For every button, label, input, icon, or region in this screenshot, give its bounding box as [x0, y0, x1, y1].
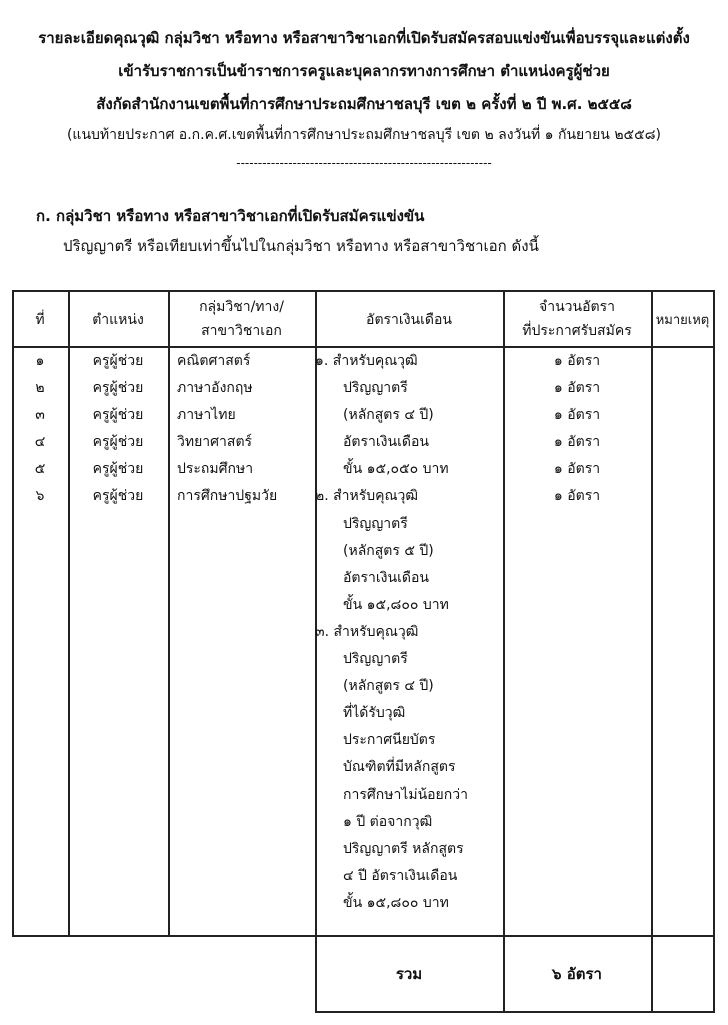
header-salary: อัตราเงินเดือน	[366, 312, 452, 328]
salary-line: ๑ ปี ต่อจากวุฒิ	[343, 813, 433, 830]
salary-line: ปริญญาตรี	[343, 380, 408, 397]
row-qty: ๑ อัตรา	[553, 407, 601, 423]
salary-line: ๒. สำหรับคุณวุฒิ	[315, 488, 419, 505]
salary-line: ๑. สำหรับคุณวุฒิ	[315, 353, 418, 369]
row-subject: การศึกษาปฐมวัย	[177, 488, 278, 504]
salary-line: (หลักสูตร ๔ ปี)	[343, 407, 434, 424]
doc-title-line2: เข้ารับราชการเป็นข้าราชการครูและบุคลากรทางการศึกษา ตำแหน่งครูผู้ช่วย	[118, 62, 610, 80]
row-position: ครูผู้ช่วย	[92, 353, 144, 369]
row-no: ๔	[34, 434, 46, 450]
row-qty: ๑ อัตรา	[553, 380, 601, 396]
salary-line: อัตราเงินเดือน	[343, 434, 429, 451]
salary-line: ประกาศนียบัตร	[343, 732, 436, 749]
row-no: ๕	[34, 461, 46, 477]
salary-line: ขั้น ๑๕,๐๕๐ บาท	[343, 461, 449, 478]
row-subject: ภาษาอังกฤษ	[177, 380, 253, 396]
row-no: ๖	[35, 488, 45, 504]
col-divider	[168, 290, 170, 937]
col-divider	[651, 290, 653, 1013]
salary-line: บัณฑิตที่มีหลักสูตร	[343, 759, 456, 776]
doc-title-line1: รายละเอียดคุณวุฒิ กลุ่มวิชา หรือทาง หรือสาขาวิชาเอกที่เปิดรับสมัครสอบแข่งขันเพื่อบรรจุและแต่งตั้ง	[38, 29, 690, 47]
header-qty-line1: จำนวนอัตรา	[539, 299, 615, 315]
row-position: ครูผู้ช่วย	[92, 380, 144, 396]
header-position: ตำแหน่ง	[92, 312, 144, 328]
salary-line: ๔ ปี อัตราเงินเดือน	[343, 867, 458, 884]
total-value: ๖ อัตรา	[552, 965, 602, 983]
row-qty: ๑ อัตรา	[553, 434, 601, 450]
salary-line: การศึกษาไม่น้อยกว่า	[343, 786, 468, 803]
header-qty-line2: ที่ประกาศรับสมัคร	[522, 323, 632, 339]
salary-details	[315, 348, 468, 917]
header-remark: หมายเหตุ	[655, 313, 710, 328]
salary-line: ขั้น ๑๕,๘๐๐ บาท	[343, 596, 449, 613]
salary-line: อัตราเงินเดือน	[343, 569, 429, 586]
salary-line: ที่ได้รับวุฒิ	[343, 705, 406, 722]
row-no: ๑	[35, 353, 45, 369]
row-subject: ประถมศึกษา	[177, 461, 254, 477]
salary-line: ปริญญาตรี หลักสูตร	[343, 840, 464, 857]
total-label: รวม	[395, 965, 423, 983]
salary-line: ขั้น ๑๕,๘๐๐ บาท	[343, 894, 449, 911]
salary-line: ปริญญาตรี	[343, 651, 408, 668]
row-position: ครูผู้ช่วย	[92, 488, 144, 504]
row-qty: ๑ อัตรา	[553, 353, 601, 369]
header-subject-line2: สาขาวิชาเอก	[201, 323, 282, 339]
header-no: ที่	[35, 312, 45, 328]
salary-line: (หลักสูตร ๕ ปี)	[343, 542, 434, 559]
row-no: ๒	[35, 380, 45, 396]
table-body-bottom-border	[12, 935, 715, 937]
row-no: ๓	[35, 407, 45, 423]
row-subject: ภาษาไทย	[177, 407, 236, 423]
row-position: ครูผู้ช่วย	[92, 434, 144, 450]
positions-table	[12, 290, 715, 1013]
section-subtitle: ปริญญาตรี หรือเทียบเท่าขึ้นไปในกลุ่มวิชา หรือทาง หรือสาขาวิชาเอก ดังนี้	[63, 237, 539, 255]
salary-line: ๓. สำหรับคุณวุฒิ	[315, 623, 419, 640]
col-divider	[713, 290, 715, 1013]
header-subject-line1: กลุ่มวิชา/ทาง/	[199, 299, 284, 315]
row-qty: ๑ อัตรา	[553, 488, 601, 504]
salary-line: ปริญญาตรี	[343, 515, 408, 532]
doc-title-line3: สังกัดสำนักงานเขตพื้นที่การศึกษาประถมศึกษาชลบุรี เขต ๒ ครั้งที่ ๒ ปี พ.ศ. ๒๕๕๘	[96, 95, 632, 113]
row-subject: วิทยาศาสตร์	[177, 434, 253, 450]
divider: -----------------------------------------------------------	[236, 156, 492, 170]
table-total-bottom-border	[315, 1011, 715, 1013]
row-position: ครูผู้ช่วย	[92, 461, 144, 477]
salary-line: (หลักสูตร ๔ ปี)	[343, 678, 434, 695]
row-subject: คณิตศาสตร์	[177, 353, 251, 369]
row-position: ครูผู้ช่วย	[92, 407, 144, 423]
row-qty: ๑ อัตรา	[553, 461, 601, 477]
section-title: ก. กลุ่มวิชา หรือทาง หรือสาขาวิชาเอกที่เปิดรับสมัครแข่งขัน	[36, 207, 425, 225]
doc-reference-note: (แนบท้ายประกาศ อ.ก.ค.ศ.เขตพื้นที่การศึกษาประถมศึกษาชลบุรี เขต ๒ ลงวันที่ ๑ กันยายน ๒๕๕๘)	[66, 127, 662, 143]
table-top-border	[12, 290, 715, 292]
